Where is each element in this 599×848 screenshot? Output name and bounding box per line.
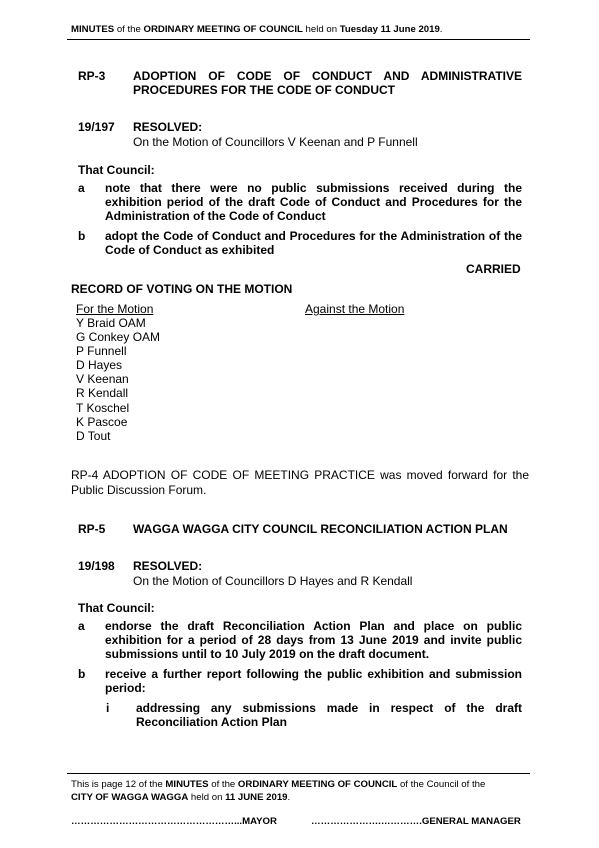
rp5-title: WAGGA WAGGA CITY COUNCIL RECONCILIATION ACTION PLAN [133,522,508,536]
rp5-item-a-text: endorse the draft Reconciliation Action Plan and place on public exhibition for a period of 28 days from 13 June 2019 and invite public submissions until to 10 July 2019 on the draft document. [105,619,522,661]
rp3-item-b-label: b [78,229,86,243]
footer-meeting: ORDINARY MEETING OF COUNCIL [237,779,398,790]
rp5-item-b-label: b [78,667,86,681]
rp3-motion: On the Motion of Councillors V Keenan and P Funnell [133,135,418,149]
voting-title: RECORD OF VOTING ON THE MOTION [71,282,293,296]
voter-name: K Pascoe [76,414,128,429]
voter-name: V Keenan [76,372,129,387]
rp5-subitem-text: addressing any submissions made in respect of the draft Reconciliation Action Plan [136,701,522,729]
header-divider [67,39,530,40]
rp3-title [133,69,522,97]
rp3-resolved: RESOLVED: [133,120,203,134]
voting-for-list [76,316,160,443]
rp5-resolved: RESOLVED: [133,559,203,573]
rp3-number: RP-3 [78,69,106,83]
rp5-number: RP-5 [78,522,106,536]
header-date: Tuesday 11 June 2019 [339,24,440,35]
voter-name: Y Braid OAM [76,316,146,330]
rp3-that-council: That Council: [78,163,155,177]
voter-name: P Funnell [76,344,127,359]
footer-line2 [71,792,529,805]
header-period: . [439,24,443,35]
rp5-that-council: That Council: [78,601,155,615]
footer-prefix: This is page 12 of the [71,779,166,790]
header-held-on: held on [302,24,340,35]
footer-minutes: MINUTES [165,779,209,790]
voting-against-header: Against the Motion [305,302,405,316]
rp3-carried: CARRIED [466,262,521,276]
footer-held-on: held on [188,791,226,803]
footer-line1 [71,779,529,792]
header-meeting: ORDINARY MEETING OF COUNCIL [143,24,303,35]
header-of-the: of the [114,24,144,35]
voter-name: G Conkey OAM [76,330,161,345]
footer-city: CITY OF WAGGA WAGGA [71,791,189,803]
rp3-resolution-number: 19/197 [78,120,115,134]
voting-for-header: For the Motion [76,302,154,316]
mayor-signature: ……………………………………………...MAYOR [71,816,277,827]
footer-divider [67,773,530,774]
rp5-subitem-label: i [106,701,110,715]
footer-suffix: of the Council of the [397,779,486,790]
footer-date: 11 JUNE 2019 [225,791,288,803]
rp5-item-b-text: receive a further report following the public exhibition and submission period: [105,667,522,695]
rp3-item-b-text: adopt the Code of Conduct and Procedures for the Administration of the Code of Conduct as exhibited [105,229,522,257]
rp5-motion: On the Motion of Councillors D Hayes and R Kendall [133,574,413,588]
voter-name: D Hayes [76,358,123,373]
voter-name: T Koschel [76,400,130,415]
voter-name: D Tout [76,428,111,443]
page-footer [71,779,529,804]
footer-period: . [287,791,291,803]
rp4-note: RP-4 ADOPTION OF CODE OF MEETING PRACTICE was moved forward for the Public Discussion Forum. [71,468,529,497]
footer-of-the: of the [208,779,238,790]
rp5-item-a-label: a [78,619,85,633]
general-manager-signature: ………………….………….GENERAL MANAGER [311,816,521,827]
voter-name: R Kendall [76,386,129,401]
page-header [71,24,442,35]
rp5-resolution-number: 19/198 [78,559,115,573]
rp3-title-line1: ADOPTION OF CODE OF CONDUCT AND ADMINISTRATIVE [133,69,522,83]
header-minutes: MINUTES [71,24,115,35]
rp3-item-a-text: note that there were no public submissions received during the exhibition period of the draft Code of Conduct and Procedures for the Administration of the Code of Conduct [105,181,522,223]
rp3-title-line2: PROCEDURES FOR THE CODE OF CONDUCT [133,83,396,97]
rp3-item-a-label: a [78,181,85,195]
